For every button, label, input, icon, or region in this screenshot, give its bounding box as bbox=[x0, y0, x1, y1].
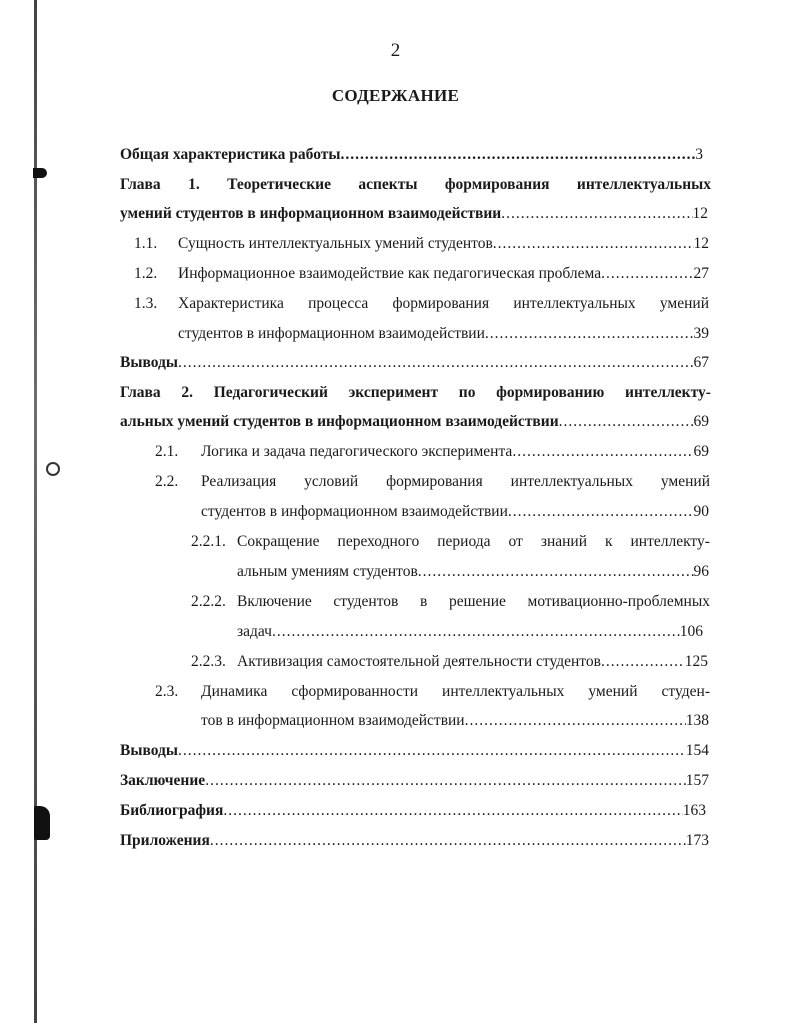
word: Реализация bbox=[201, 473, 277, 490]
page-number: 2 bbox=[390, 40, 401, 61]
toc-entry-2-2-1-line-1[interactable] bbox=[237, 530, 710, 554]
toc-entry-title: тов в информационном взаимодействии bbox=[201, 712, 465, 729]
word: Характеристика bbox=[178, 295, 284, 312]
word: решение bbox=[448, 593, 506, 610]
toc-entry-2-1[interactable] bbox=[201, 440, 709, 464]
toc-entry-title: Общая характеристика работы bbox=[120, 146, 341, 163]
toc-entry-chapter-1-line-1[interactable] bbox=[120, 173, 711, 197]
word: умений bbox=[588, 683, 638, 700]
word: умений bbox=[659, 295, 709, 312]
toc-entry-number: 2.1. bbox=[155, 443, 179, 460]
dot-leader bbox=[223, 799, 682, 823]
toc-entry-title: Библиография bbox=[120, 802, 224, 819]
toc-entry-page: 163 bbox=[682, 802, 706, 819]
toc-entry-page: 90 bbox=[693, 503, 709, 520]
dot-leader bbox=[178, 351, 694, 375]
scan-mark-bottom bbox=[34, 806, 50, 840]
toc-entry-title: задач bbox=[237, 623, 272, 640]
toc-entry-title: Выводы bbox=[120, 742, 178, 759]
dot-leader bbox=[418, 560, 694, 584]
toc-entry-title: Логика и задача педагогического эксперимента bbox=[201, 443, 513, 460]
word: Динамика bbox=[201, 683, 268, 700]
dot-leader bbox=[601, 262, 693, 286]
toc-entry-2-2-2-line-2[interactable] bbox=[237, 620, 703, 644]
toc-entry-title: Приложения bbox=[120, 832, 210, 849]
toc-entry-title: студентов в информационном взаимодействии bbox=[201, 503, 508, 520]
toc-entry-number: 2.2.3. bbox=[191, 653, 226, 670]
dot-leader bbox=[601, 650, 685, 674]
word: 1. bbox=[188, 176, 200, 193]
word: Глава bbox=[120, 176, 161, 193]
toc-entry-page: 69 bbox=[693, 413, 709, 430]
toc-entry-number: 2.3. bbox=[155, 683, 179, 700]
toc-entry-2-3-line-1[interactable] bbox=[201, 680, 710, 704]
word: Теоретические bbox=[227, 176, 331, 193]
word: Педагогический bbox=[213, 384, 328, 401]
toc-entry-page: 12 bbox=[693, 235, 709, 252]
toc-entry-2-2-3[interactable] bbox=[237, 650, 708, 674]
word: Глава bbox=[120, 384, 161, 401]
toc-entry-page: 12 bbox=[692, 205, 708, 222]
word: Сокращение bbox=[237, 533, 320, 550]
toc-entry-title: умений студентов в информационном взаимодействии bbox=[120, 205, 502, 222]
toc-entry-conclusions-1[interactable] bbox=[120, 351, 709, 375]
dot-leader bbox=[508, 500, 694, 524]
toc-entry-title: альных умений студентов в информационном взаимодействии bbox=[120, 413, 559, 430]
word: формирования bbox=[386, 473, 483, 490]
word: процесса bbox=[308, 295, 369, 312]
word: интеллекту- bbox=[625, 384, 711, 401]
toc-entry-bibliography[interactable] bbox=[120, 799, 706, 823]
dot-leader bbox=[178, 739, 686, 763]
dot-leader bbox=[205, 769, 686, 793]
word: условий bbox=[304, 473, 359, 490]
toc-entry-page: 173 bbox=[685, 832, 709, 849]
word: интеллекту- bbox=[630, 533, 710, 550]
toc-entry-page: 3 bbox=[695, 146, 703, 163]
word: умений bbox=[660, 473, 710, 490]
word: аспекты bbox=[358, 176, 418, 193]
dot-leader bbox=[512, 440, 693, 464]
word: интеллектуальных bbox=[510, 473, 633, 490]
word: формирования bbox=[444, 176, 550, 193]
toc-entry-page: 154 bbox=[685, 742, 709, 759]
toc-entry-2-2-line-2[interactable] bbox=[201, 500, 709, 524]
word: переходного bbox=[337, 533, 420, 550]
toc-entry-1-3-line-1[interactable] bbox=[178, 292, 709, 316]
toc-entry-chapter-1-line-2[interactable] bbox=[120, 202, 708, 226]
dot-leader bbox=[501, 202, 692, 226]
word: формирования bbox=[392, 295, 490, 312]
toc-entry-title: Выводы bbox=[120, 354, 178, 371]
dot-leader bbox=[340, 143, 695, 167]
toc-entry-chapter-2-line-1[interactable] bbox=[120, 381, 711, 405]
toc-entry-page: 27 bbox=[693, 265, 709, 282]
word: интеллектуальных bbox=[513, 295, 636, 312]
toc-entry-number: 1.1. bbox=[134, 235, 158, 252]
toc-entry-2-2-1-line-2[interactable] bbox=[237, 560, 709, 584]
toc-entry-1-2[interactable] bbox=[178, 262, 709, 286]
toc-entry-page: 106 bbox=[679, 623, 703, 640]
word: эксперимент bbox=[348, 384, 439, 401]
page-title: СОДЕРЖАНИЕ bbox=[331, 86, 460, 105]
word: к bbox=[605, 533, 613, 550]
toc-entry-page: 96 bbox=[693, 563, 709, 580]
toc-entry-number: 1.2. bbox=[134, 265, 158, 282]
word: сформированности bbox=[291, 683, 419, 700]
dot-leader bbox=[465, 709, 686, 733]
word: мотивационно-проблемных bbox=[527, 593, 710, 610]
word: Включение bbox=[237, 593, 312, 610]
toc-entry-1-1[interactable] bbox=[178, 232, 709, 256]
toc-entry-conclusion[interactable] bbox=[120, 769, 709, 793]
word: 2. bbox=[181, 384, 194, 401]
toc-entry-page: 67 bbox=[693, 354, 709, 371]
dot-leader bbox=[272, 620, 680, 644]
word: периода bbox=[437, 533, 491, 550]
toc-entry-2-2-2-line-1[interactable] bbox=[237, 590, 710, 614]
toc-entry-title: Активизация самостоятельной деятельности студентов bbox=[237, 653, 601, 670]
dot-leader bbox=[485, 322, 694, 346]
scan-mark-top bbox=[33, 168, 47, 178]
word: по bbox=[458, 384, 476, 401]
toc-entry-title: альным умениям студентов bbox=[237, 563, 418, 580]
word: знаний bbox=[540, 533, 588, 550]
word: в bbox=[419, 593, 428, 610]
toc-entry-title: Сущность интеллектуальных умений студентов bbox=[178, 235, 493, 252]
dot-leader bbox=[210, 829, 686, 853]
toc-entry-page: 39 bbox=[693, 325, 709, 342]
word: от bbox=[508, 533, 523, 550]
toc-entry-title: Информационное взаимодействие как педагогическая проблема bbox=[178, 265, 602, 282]
dot-leader bbox=[559, 410, 694, 434]
toc-entry-chapter-2-line-2[interactable] bbox=[120, 410, 709, 434]
toc-entry-conclusions-2[interactable] bbox=[120, 739, 709, 763]
toc-entry-number: 2.2.1. bbox=[191, 533, 226, 550]
toc-entry-2-3-line-2[interactable] bbox=[201, 709, 709, 733]
toc-entry-page: 69 bbox=[693, 443, 709, 460]
toc-entry-page: 125 bbox=[684, 653, 708, 670]
word: студентов bbox=[333, 593, 399, 610]
toc-entry-number: 1.3. bbox=[134, 295, 158, 312]
word: интеллектуальных bbox=[442, 683, 565, 700]
word: интеллектуальных bbox=[576, 176, 711, 193]
word: формированию bbox=[496, 384, 605, 401]
toc-entry-title: Заключение bbox=[120, 772, 206, 789]
toc-entry-page: 138 bbox=[685, 712, 709, 729]
toc-entry-number: 2.2. bbox=[155, 473, 179, 490]
scan-mark-middle bbox=[46, 462, 60, 476]
toc-entry-number: 2.2.2. bbox=[191, 593, 226, 610]
dot-leader bbox=[493, 232, 694, 256]
toc-entry-title: студентов в информационном взаимодействии bbox=[178, 325, 485, 342]
toc-entry-2-2-line-1[interactable] bbox=[201, 470, 710, 494]
word: студен- bbox=[661, 683, 710, 700]
toc-entry-1-3-line-2[interactable] bbox=[178, 322, 709, 346]
toc-entry-page: 157 bbox=[685, 772, 709, 789]
toc-entry-appendices[interactable] bbox=[120, 829, 709, 853]
toc-entry-general[interactable] bbox=[120, 143, 703, 167]
scan-edge bbox=[34, 0, 37, 1023]
